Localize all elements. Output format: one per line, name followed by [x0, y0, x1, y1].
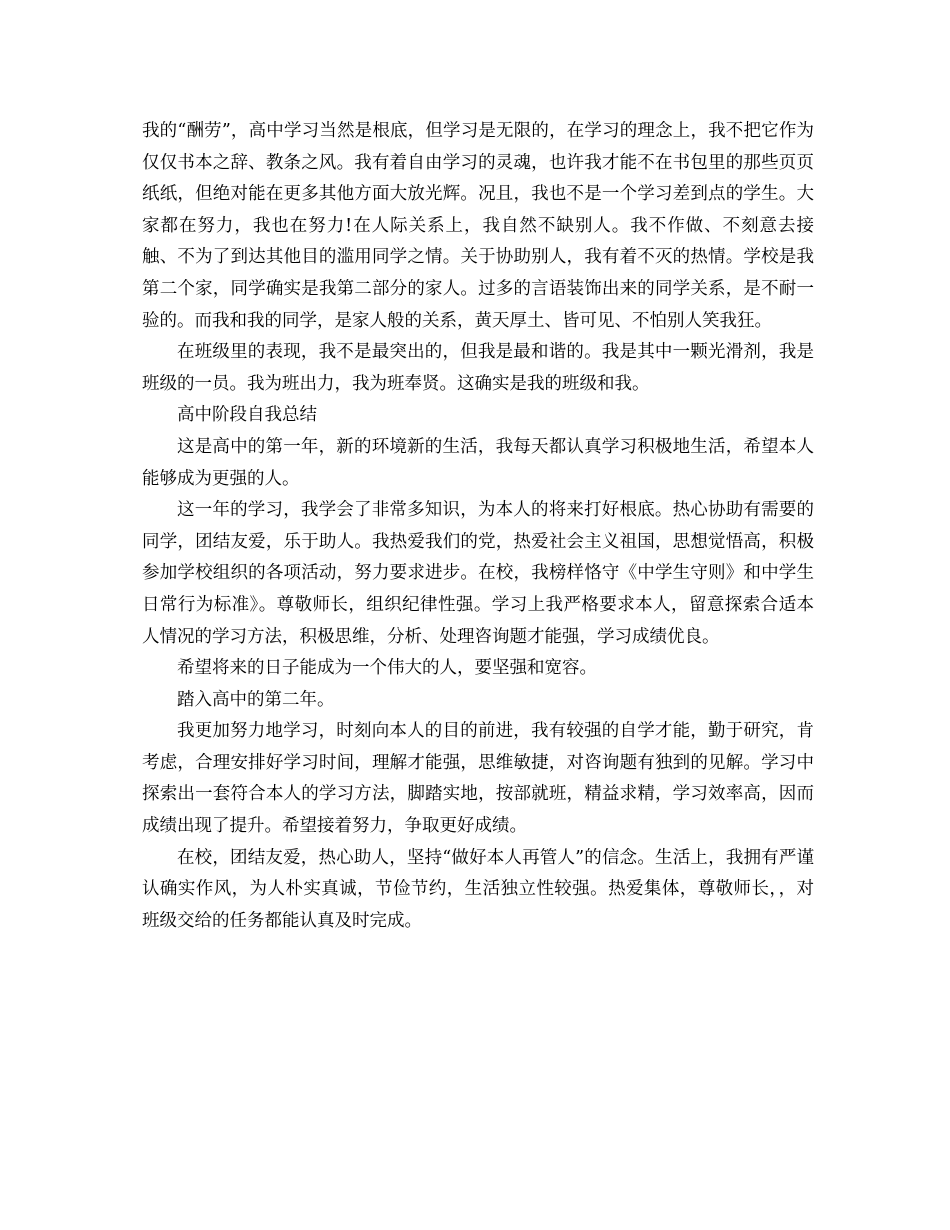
paragraph-7: 踏入高中的第二年。	[177, 689, 335, 710]
paragraph-1: 我的“酬劳”，高中学习当然是根底，但学习是无限的，在学习的理念上，我不把它作为仅仅书本之辞、教条之风。我有着自由学习的灵魂，也许我才能不在书包里的那些页页纸纸，但绝对能在更多其他方面大放光辉。况且，我也不是一个学习差到点的学生。大家都在努力，我也在努力!在人际关系上，我自然不缺别人。我不作做、不刻意去接触、不为了到达其他目的滥用同学之情。关于协助别人，我有着不灭的热情。学校是我第二个家，同学确实是我第二部分的家人。过多的言语装饰出来的同学关系，是不耐一验的。而我和我的同学，是家人般的关系，黄天厚土、皆可见、不怕别人笑我狂。	[142, 121, 814, 331]
paragraph-5: 这一年的学习，我学会了非常多知识，为本人的将来打好根底。热心协助有需要的同学，团结友爱，乐于助人。我热爱我们的党，热爱社会主义祖国，思想觉悟高，积极参加学校组织的各项活动，努力要求进步。在校，我榜样恪守《中学生守则》和中学生日常行为标准》。尊敬师长，组织纪律性强。学习上我严格要求本人，留意探索合适本人情况的学习方法，积极思维，分析、处理咨询题才能强，学习成绩优良。	[142, 500, 814, 647]
paragraph-6: 希望将来的日子能成为一个伟大的人，要坚强和宽容。	[177, 658, 597, 679]
document-page	[142, 116, 814, 937]
paragraph-4: 这是高中的第一年，新的环境新的生活，我每天都认真学习积极地生活，希望本人能够成为更强的人。	[142, 436, 814, 489]
paragraph-2: 在班级里的表现，我不是最突出的，但我是最和谐的。我是其中一颗光滑剂，我是班级的一员。我为班出力，我为班奉贤。这确实是我的班级和我。	[142, 342, 814, 394]
paragraph-8: 我更加努力地学习，时刻向本人的目的前进，我有较强的自学才能，勤于研究，肯考虑，合理安排好学习时间，理解才能强，思维敏捷，对咨询题有独到的见解。学习中探索出一套符合本人的学习方法，脚踏实地，按部就班，精益求精，学习效率高，因而成绩出现了提升。希望接着努力，争取更好成绩。	[142, 721, 814, 837]
section-heading: 高中阶段自我总结	[177, 405, 317, 426]
paragraph-9: 在校，团结友爱，热心助人，坚持“做好本人再管人”的信念。生活上，我拥有严谨认确实作风，为人朴实真诚，节俭节约，生活独立性较强。热爱集体，尊敬师长，，对班级交给的任务都能认真及时完成。	[142, 847, 814, 931]
